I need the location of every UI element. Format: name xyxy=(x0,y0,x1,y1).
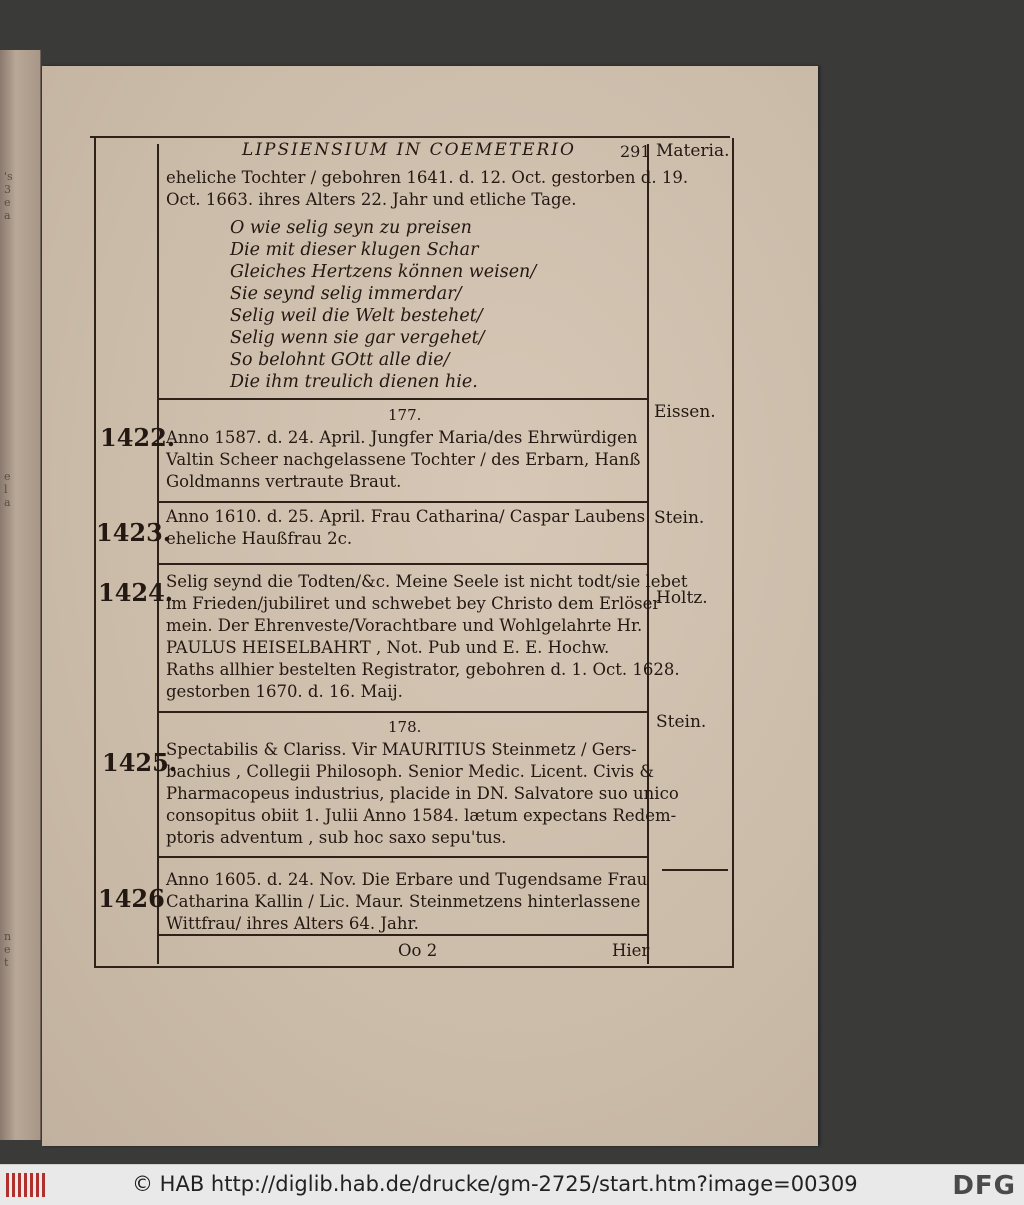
entry-separator xyxy=(157,398,647,400)
material-note: Stein. xyxy=(656,712,707,732)
material-note: Stein. xyxy=(654,508,705,528)
poem-line: O wie selig seyn zu preisen xyxy=(230,218,472,238)
frame-right-outer xyxy=(732,138,734,968)
entry-number: 1426 xyxy=(98,884,165,913)
text-line: Pharmacopeus industrius, placide in DN. Salvatore suo unico xyxy=(166,784,679,803)
text-line: eheliche Tochter / gebohren 1641. d. 12. Oct. gestorben d. 19. xyxy=(166,168,689,187)
material-note: Eissen. xyxy=(654,402,716,422)
previous-page-fragment: n e t xyxy=(4,930,12,969)
text-line: Anno 1610. d. 25. April. Frau Catharina/ Caspar Laubens xyxy=(166,507,646,526)
text-line: eheliche Haußfrau 2c. xyxy=(166,529,353,548)
text-line: bachius , Collegii Philosoph. Senior Medic. Licent. Civis & xyxy=(166,762,655,781)
entry-separator xyxy=(157,501,647,503)
copyright-bar xyxy=(0,1164,1024,1205)
entry-separator xyxy=(157,711,647,713)
poem-line: Gleiches Hertzens können weisen/ xyxy=(230,262,537,282)
text-line: im Frieden/jubiliret und schwebet bey Christo dem Erlöser xyxy=(166,594,661,613)
signature-mark: Oo 2 xyxy=(398,941,438,960)
entry-number: 1425. xyxy=(102,748,178,777)
poem-line: Sie seynd selig immerdar/ xyxy=(230,284,462,304)
text-line: Anno 1605. d. 24. Nov. Die Erbare und Tugendsame Frau xyxy=(166,870,648,889)
text-line: Spectabilis & Clariss. Vir MAURITIUS Steinmetz / Gers- xyxy=(166,740,637,759)
section-number: 177. xyxy=(388,406,422,424)
text-line: Oct. 1663. ihres Alters 22. Jahr und etliche Tage. xyxy=(166,190,577,209)
text-line: mein. Der Ehrenveste/Vorachtbare und Wohlgelahrte Hr. xyxy=(166,616,643,635)
text-line: consopitus obiit 1. Julii Anno 1584. lætum expectans Redem- xyxy=(166,806,677,825)
text-line: Valtin Scheer nachgelassene Tochter / des Erbarn, Hanß xyxy=(166,450,641,469)
text-line: Catharina Kallin / Lic. Maur. Steinmetzens hinterlassene xyxy=(166,892,641,911)
previous-page-edge xyxy=(0,50,41,1140)
text-line: gestorben 1670. d. 16. Maij. xyxy=(166,682,403,701)
entry-number: 1424. xyxy=(98,578,174,607)
dfg-logo: DFG xyxy=(952,1171,1016,1201)
running-title: LIPSIENSIUM IN COEMETERIO xyxy=(242,140,576,160)
margin-separator xyxy=(662,869,728,871)
entry-number: 1422. xyxy=(100,423,176,452)
text-line: Anno 1587. d. 24. April. Jungfer Maria/des Ehrwürdigen xyxy=(166,428,638,447)
book-page xyxy=(42,66,818,1146)
poem-line: Selig weil die Welt bestehet/ xyxy=(230,306,483,326)
entry-number: 1423. xyxy=(96,518,172,547)
poem-line: Selig wenn sie gar vergehet/ xyxy=(230,328,485,348)
text-line: ptoris adventum , sub hoc saxo sepu'tus. xyxy=(166,828,507,847)
entry-separator xyxy=(157,856,647,858)
text-line: Raths allhier bestelten Registrator, gebohren d. 1. Oct. 1628. xyxy=(166,660,680,679)
text-line: Wittfrau/ ihres Alters 64. Jahr. xyxy=(166,914,419,933)
frame-left-inner xyxy=(157,144,159,964)
poem-line: Die ihm treulich dienen hie. xyxy=(230,372,478,392)
text-line: Selig seynd die Todten/&c. Meine Seele ist nicht todt/sie lebet xyxy=(166,572,688,591)
entry-separator xyxy=(157,934,647,936)
frame-left-outer xyxy=(94,138,96,968)
poem-line: So belohnt GOtt alle die/ xyxy=(230,350,450,370)
section-number: 178. xyxy=(388,718,422,736)
text-line: Goldmanns vertraute Braut. xyxy=(166,472,402,491)
text-line: PAULUS HEISELBAHRT , Not. Pub und E. E. Hochw. xyxy=(166,638,610,657)
margin-heading: Materia. xyxy=(656,141,730,161)
previous-page-fragment: e l a xyxy=(4,470,11,509)
copyright-link[interactable]: © HAB http://diglib.hab.de/drucke/gm-2725/start.htm?image=00309 xyxy=(132,1172,858,1196)
previous-page-fragment: 's 3 e a xyxy=(4,170,13,222)
material-note: Holtz. xyxy=(656,588,708,608)
hab-logo-icon xyxy=(6,1171,48,1199)
catchword: Hier xyxy=(612,941,650,960)
page-number: 291 xyxy=(620,142,651,161)
header-rule xyxy=(90,136,730,138)
footer-rule xyxy=(94,966,734,968)
poem-line: Die mit dieser klugen Schar xyxy=(230,240,479,260)
frame-right-inner xyxy=(647,144,649,964)
entry-separator xyxy=(157,563,647,565)
